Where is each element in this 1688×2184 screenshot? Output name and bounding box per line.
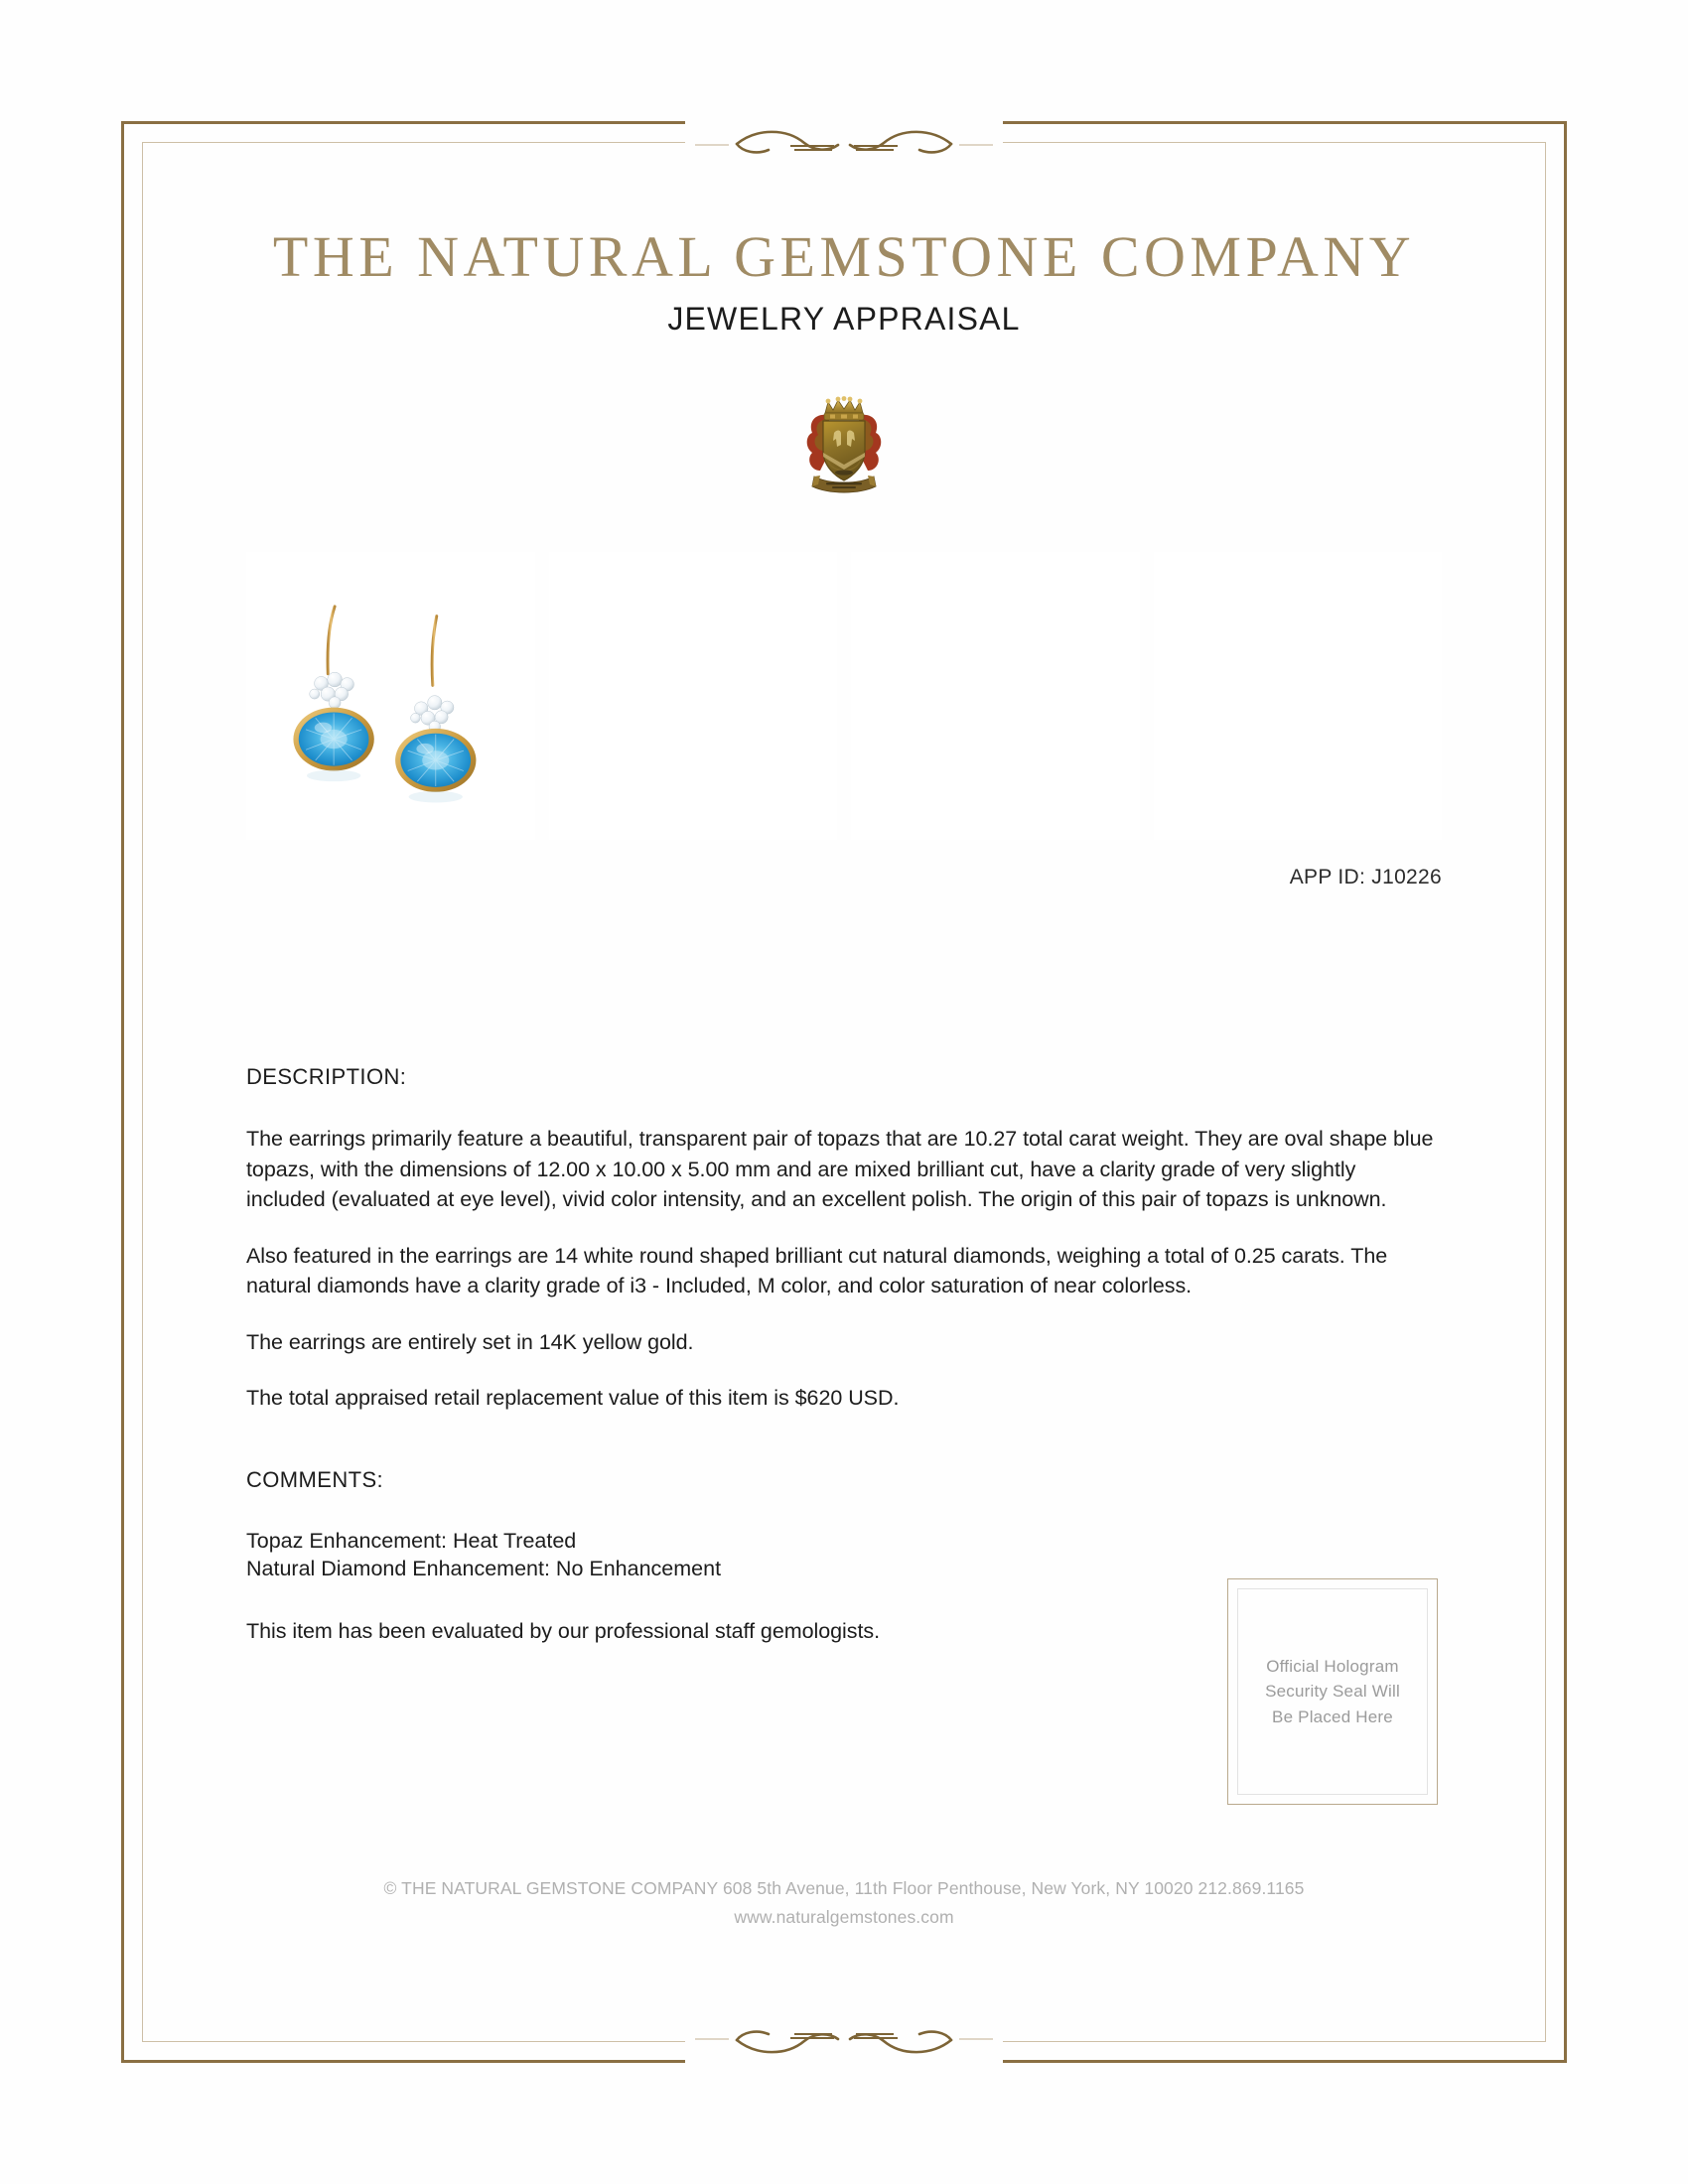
comments-heading: COMMENTS: (246, 1466, 384, 1492)
blue-topaz-drop-earrings-photo (246, 552, 535, 840)
hologram-seal-text (1265, 1654, 1400, 1730)
seal-line-1: Official Hologram (1266, 1656, 1399, 1676)
appraised-value-paragraph: The total appraised retail replacement value of this item is $620 USD. (246, 1386, 900, 1411)
gemologist-note: This item has been evaluated by our professional staff gemologists. (246, 1619, 881, 1644)
seal-line-2: Security Seal Will (1265, 1682, 1400, 1702)
ornament-flourish-top (685, 120, 1003, 164)
document-subtitle: JEWELRY APPRAISAL (667, 300, 1021, 337)
description-paragraph-2: Also featured in the earrings are 14 white round shaped brilliant cut natural diamonds, weighing a total of 0.25 carats. The natural diamonds have a clarity grade of i3 - Included, M color, and color saturation of near colorless. (246, 1243, 1388, 1298)
page-footer (142, 1874, 1546, 1932)
comment-line-diamond-enhancement: Natural Diamond Enhancement: No Enhancement (246, 1556, 722, 1580)
jewelry-photo-primary[interactable] (246, 552, 535, 840)
jewelry-photo-slot-4[interactable] (1154, 552, 1443, 840)
footer-website-link[interactable]: www.naturalgemstones.com (734, 1906, 954, 1927)
masthead (142, 226, 1546, 338)
jewelry-photo-slot-2[interactable] (549, 552, 838, 840)
seal-line-3: Be Placed Here (1272, 1706, 1393, 1726)
comment-line-topaz-enhancement: Topaz Enhancement: Heat Treated (246, 1528, 577, 1553)
hologram-seal-placeholder (1227, 1578, 1438, 1805)
footer-address-line: © THE NATURAL GEMSTONE COMPANY 608 5th Avenue, 11th Floor Penthouse, New York, NY 10020 212.869.1165 (383, 1878, 1305, 1898)
jewelry-photo-slot-3[interactable] (851, 552, 1140, 840)
app-id-label: APP ID: J10226 (1289, 866, 1442, 888)
heraldic-crest-icon (784, 389, 904, 496)
description-paragraph-3: The earrings are entirely set in 14K yellow gold. (246, 1329, 694, 1354)
scrollwork-icon (695, 122, 993, 162)
jewelry-photo-strip (246, 552, 1442, 840)
ornament-flourish-bottom (685, 2020, 1003, 2064)
appraisal-body (246, 1064, 1438, 1647)
company-name: THE NATURAL GEMSTONE COMPANY (272, 224, 1416, 289)
hologram-seal-inner (1237, 1588, 1428, 1795)
description-paragraph-1: The earrings primarily feature a beautiful, transparent pair of topazs that are 10.27 total carat weight. They are oval shape blue topazs, with the dimensions of 12.00 x 10.00 x 5.00 mm and are mixed brilliant cut, have a clarity grade of very slightly included (evaluated at eye level), vivid color intensity, and an excellent polish. The origin of this pair of topazs is unknown. (246, 1127, 1434, 1212)
description-heading: DESCRIPTION: (246, 1064, 407, 1089)
scrollwork-icon (695, 2022, 993, 2062)
